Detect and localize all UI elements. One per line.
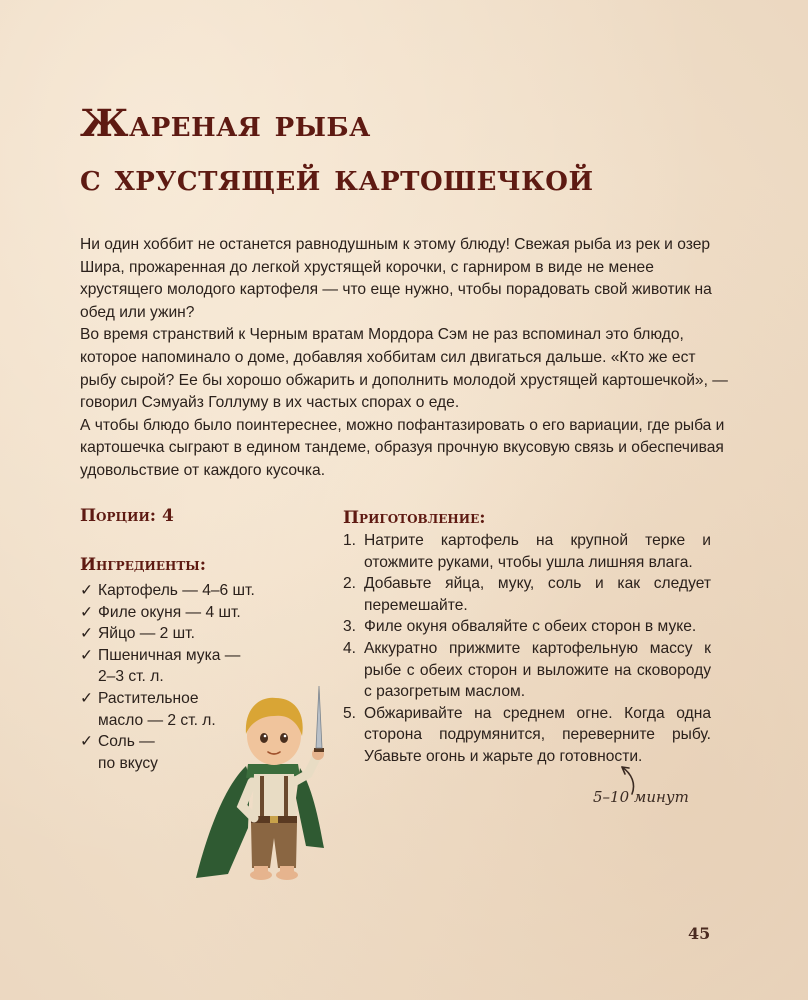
step-item [343, 638, 711, 703]
servings-heading: Порции: 4 [80, 506, 174, 526]
check-icon: ✓ [80, 603, 94, 621]
step-number: 5. [343, 704, 357, 722]
preparation-steps [343, 530, 711, 768]
cooking-time-note: 5–10 минут [593, 788, 689, 806]
step-text: Обжаривайте на среднем огне. Когда одна сторона подрумянится, переверните рыбу. Убавьте огонь и жарьте до готовности. [364, 704, 711, 765]
ingredient-item: ✓ Пшеничная мука — 2–3 ст. л. [80, 646, 241, 686]
intro-paragraph-2: Во время странствий к Черным вратам Мордора Сэм не раз вспоминал это блюдо, которое напоминало о доме, добавляя хоббитам сил двигаться дальше. «Кто же ест рыбу сырой? Ее бы хорошо обжарить и дополнить молодой хрустящей картошечкой», — говорил Сэмуайз Голлуму в их частых спорах о еде. [80, 326, 728, 412]
step-number: 2. [343, 575, 357, 593]
step-text: Натрите картофель на крупной терке и отожмите руками, чтобы ушла лишняя влага. [364, 532, 711, 571]
ingredient-item: ✓ Растительное масло — 2 ст. л. [80, 689, 216, 729]
intro-paragraph-1: Ни один хоббит не останется равнодушным к этому блюду! Свежая рыба из рек и озер Шира, прожаренная до легкой хрустящей корочки, с гарниром в виде не менее хрустящего молодого картофеля — что еще нужно, чтобы порадовать свой животик на обед или ужин? [80, 236, 712, 321]
step-number: 3. [343, 618, 357, 636]
check-icon: ✓ [80, 646, 94, 664]
step-item [343, 530, 711, 573]
title-line-2: с хрустящей картошечкой [80, 155, 594, 199]
check-icon: ✓ [80, 689, 94, 707]
step-text: Аккуратно прижмите картофельную массу к рыбе с обеих сторон и выложите на сковороду с разогретым маслом. [364, 639, 711, 701]
step-number: 4. [343, 639, 357, 657]
step-text: Добавьте яйца, муку, соль и как следует перемешайте. [364, 575, 711, 614]
ingredients-heading: Ингредиенты: [80, 555, 206, 575]
step-item [343, 573, 711, 616]
ingredient-item: ✓ Яйцо — 2 шт. [80, 623, 310, 645]
step-text: Филе окуня обваляйте с обеих сторон в муке. [364, 618, 697, 636]
intro-text [80, 234, 732, 483]
check-icon: ✓ [80, 582, 94, 599]
step-number: 1. [343, 532, 357, 549]
ingredient-item: ✓ Филе окуня — 4 шт. [80, 602, 310, 624]
step-item [343, 616, 711, 638]
intro-paragraph-3: А чтобы блюдо было поинтереснее, можно пофантазировать о его вариации, где рыба и картошечка сыграют в едином тандеме, образуя прочную вкусовую связь и обеспечивая удовольствие от каждого кусочка. [80, 416, 725, 479]
check-icon: ✓ [80, 625, 94, 643]
step-item [343, 703, 711, 768]
page-title [80, 96, 594, 204]
check-icon: ✓ [80, 733, 94, 751]
hobbit-illustration [188, 678, 358, 898]
preparation-heading: Приготовление: [343, 508, 486, 528]
page-number: 45 [688, 924, 711, 943]
ingredient-item: ✓ Картофель — 4–6 шт. [80, 580, 310, 602]
title-line-1: Жареная рыба [80, 101, 371, 145]
ingredient-item: ✓ Соль — по вкусу [80, 733, 158, 772]
